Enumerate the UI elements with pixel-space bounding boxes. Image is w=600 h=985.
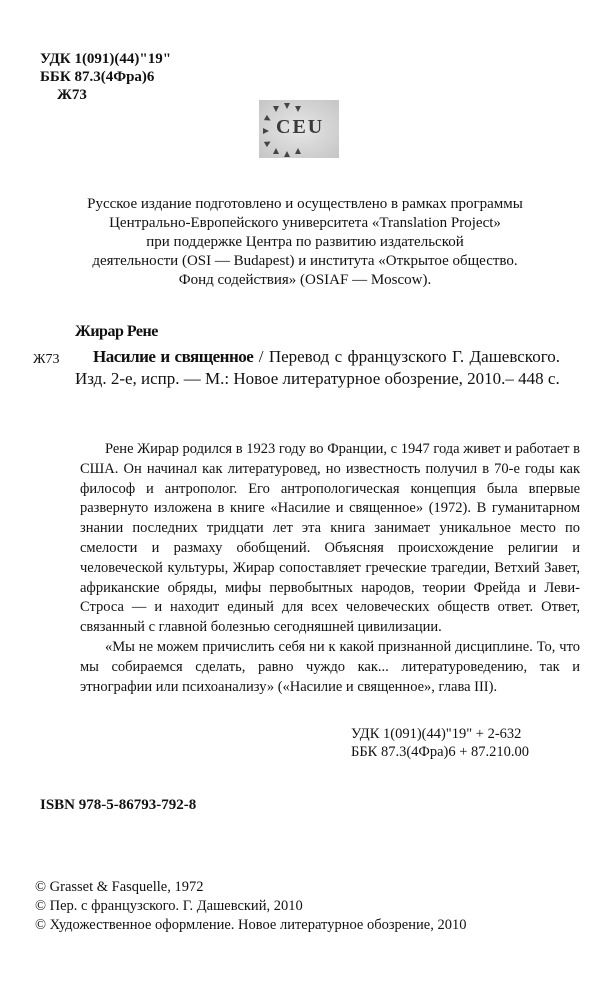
udk-code: УДК 1(091)(44)"19" xyxy=(40,51,172,67)
intro-line: Фонд содействия» (OSIAF — Moscow). xyxy=(178,272,432,288)
isbn: ISBN 978-5-86793-792-8 xyxy=(40,797,197,813)
copyright-line: © Grasset & Fasquelle, 1972 xyxy=(35,879,204,895)
record-details: / Перевод с французского Г. Дашевского. Изд. 2-е, испр. — М.: Новое литературное обозрение, 2010.– 448 с. xyxy=(75,347,560,388)
bibliographic-record xyxy=(75,346,560,390)
annotation-quote: «Мы не можем причислить себя ни к какой признанной дисциплине. То, что мы собираемся сделать, равно чуждо как... литературоведению, так и этнографии или психоанализу» («Насилие и священное», глава III). xyxy=(80,638,580,695)
intro-line: Русское издание подготовлено и осуществлено в рамках программы xyxy=(87,196,523,212)
classification-codes xyxy=(40,50,171,104)
intro-line: при поддержке Центра по развитию издательской xyxy=(146,234,464,250)
intro-line: Центрально-Европейского университета «Translation Project» xyxy=(109,215,501,231)
copyright-line: © Художественное оформление. Новое литературное обозрение, 2010 xyxy=(35,917,467,933)
copyright-line: © Пер. с французского. Г. Дашевский, 2010 xyxy=(35,898,303,914)
ceu-logo-text: CEU xyxy=(276,116,325,138)
publication-support-note xyxy=(40,195,570,290)
record-mark: Ж73 xyxy=(33,352,60,367)
record-author: Жирар Рене xyxy=(75,323,158,340)
bbk-code: ББК 87.3(4Фра)6 xyxy=(40,69,155,85)
annotation-paragraph: Рене Жирар родился в 1923 году во Франции, с 1947 года живет и работает в США. Он начинал как литературовед, но известность получил в 70-е годы как философ и антрополог. Его антропологическая концепция была впервые развернуто изложена в книге «Насилие и священное» (1972). В гуманитарном знании последних тридцати лет эта книга занимает уникальное место по смелости и размаху обобщений. Объясняя происхождение религии и человеческой культуры, Жирар сопоставляет греческие трагедии, Ветхий Завет, африканские обряды, мифы первобытных народов, теории Фрейда и Леви-Строса — и находит единый для всех человеческих обществ ответ. Ответ, связанный с главной болезнью сегодняшней цивилизации. xyxy=(80,441,580,636)
bbk-code-full: ББК 87.3(4Фра)6 + 87.210.00 xyxy=(351,744,530,760)
udk-code-full: УДК 1(091)(44)"19" + 2-632 xyxy=(351,726,522,742)
ceu-logo xyxy=(259,100,339,158)
intro-line: деятельности (OSI — Budapest) и института «Открытое общество. xyxy=(92,253,518,269)
author-mark: Ж73 xyxy=(57,87,87,103)
book-title: Насилие и священное xyxy=(93,347,254,366)
copyright-notices xyxy=(35,878,466,935)
footer-classification-codes xyxy=(351,725,529,761)
annotation xyxy=(80,440,580,697)
